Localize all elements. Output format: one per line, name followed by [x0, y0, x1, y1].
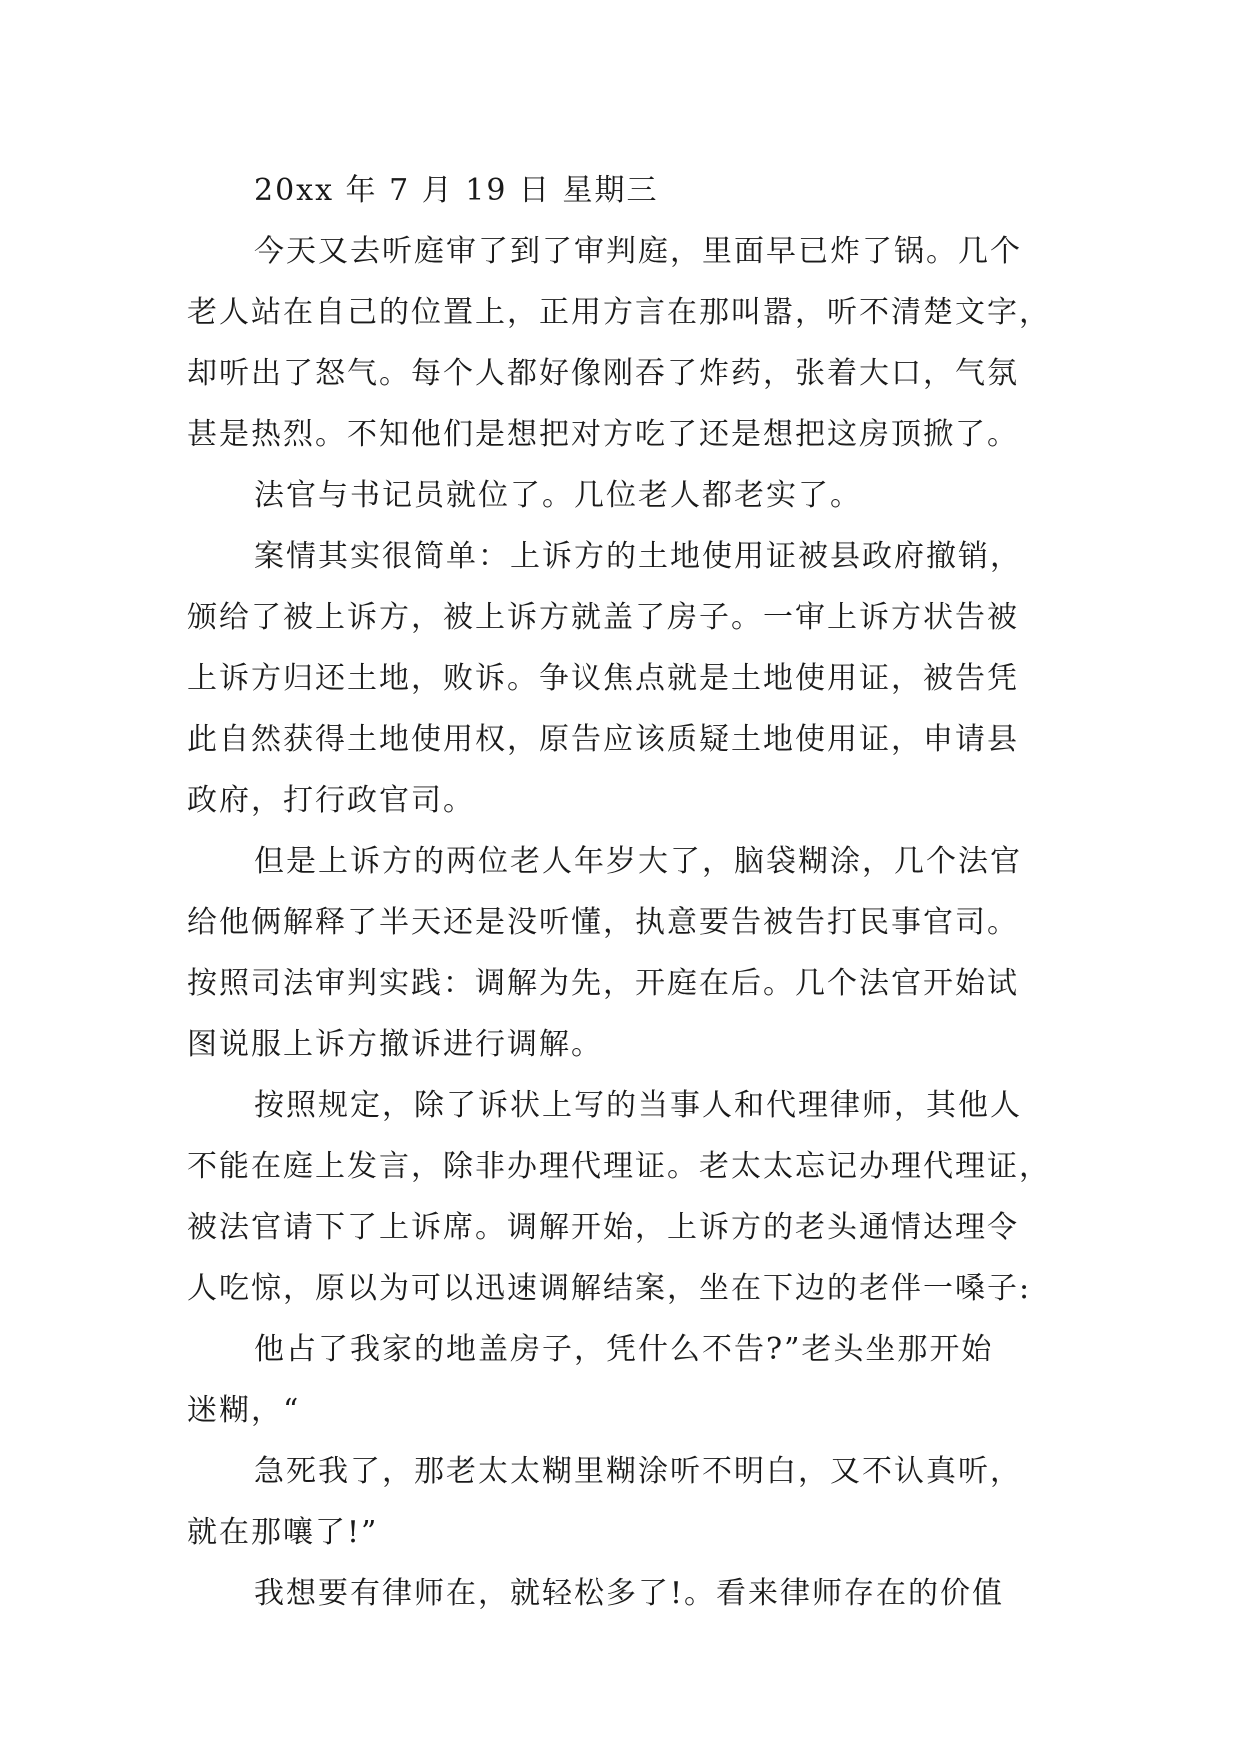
text-line: 按照规定，除了诉状上写的当事人和代理律师，其他人	[254, 1088, 1022, 1123]
text-line: 人吃惊，原以为可以迅速调解结案，坐在下边的老伴一嗓子:	[187, 1271, 1032, 1306]
text-line: 我想要有律师在，就轻松多了!。看来律师存在的价值	[254, 1576, 1005, 1611]
text-line: 急死我了，那老太太糊里糊涂听不明白，又不认真听，	[254, 1454, 1022, 1489]
text-line: 被法官请下了上诉席。调解开始，上诉方的老头通情达理令	[187, 1210, 1019, 1245]
text-line: 政府，打行政官司。	[187, 783, 475, 818]
document-body	[187, 160, 1067, 1624]
text-line: 案情其实很简单：上诉方的土地使用证被县政府撤销，	[254, 539, 1022, 574]
text-line: 今天又去听庭审了到了审判庭，里面早已炸了锅。几个	[254, 234, 1022, 269]
text-line: 就在那嚷了!”	[187, 1515, 379, 1550]
text-line: 他占了我家的地盖房子，凭什么不告?”老头坐那开始	[254, 1332, 994, 1367]
text-line: 法官与书记员就位了。几位老人都老实了。	[254, 478, 862, 513]
text-line: 图说服上诉方撤诉进行调解。	[187, 1027, 603, 1062]
text-line: 却听出了怒气。每个人都好像刚吞了炸药，张着大口，气氛	[187, 356, 1019, 391]
text-line: 甚是热烈。不知他们是想把对方吃了还是想把这房顶掀了。	[187, 417, 1019, 452]
text-line: 给他俩解释了半天还是没听懂，执意要告被告打民事官司。	[187, 905, 1019, 940]
text-line: 颁给了被上诉方，被上诉方就盖了房子。一审上诉方状告被	[187, 600, 1019, 635]
text-line: 上诉方归还土地，败诉。争议焦点就是土地使用证，被告凭	[187, 661, 1019, 696]
date-line: 20xx 年 7 月 19 日 星期三	[254, 173, 659, 208]
text-line: 迷糊，“	[187, 1393, 301, 1428]
text-line: 此自然获得土地使用权，原告应该质疑土地使用证，申请县	[187, 722, 1019, 757]
text-line: 按照司法审判实践：调解为先，开庭在后。几个法官开始试	[187, 966, 1019, 1001]
text-line: 老人站在自己的位置上，正用方言在那叫嚣，听不清楚文字，	[187, 295, 1051, 330]
text-line: 不能在庭上发言，除非办理代理证。老太太忘记办理代理证，	[187, 1149, 1051, 1184]
text-line: 但是上诉方的两位老人年岁大了，脑袋糊涂，几个法官	[254, 844, 1022, 879]
